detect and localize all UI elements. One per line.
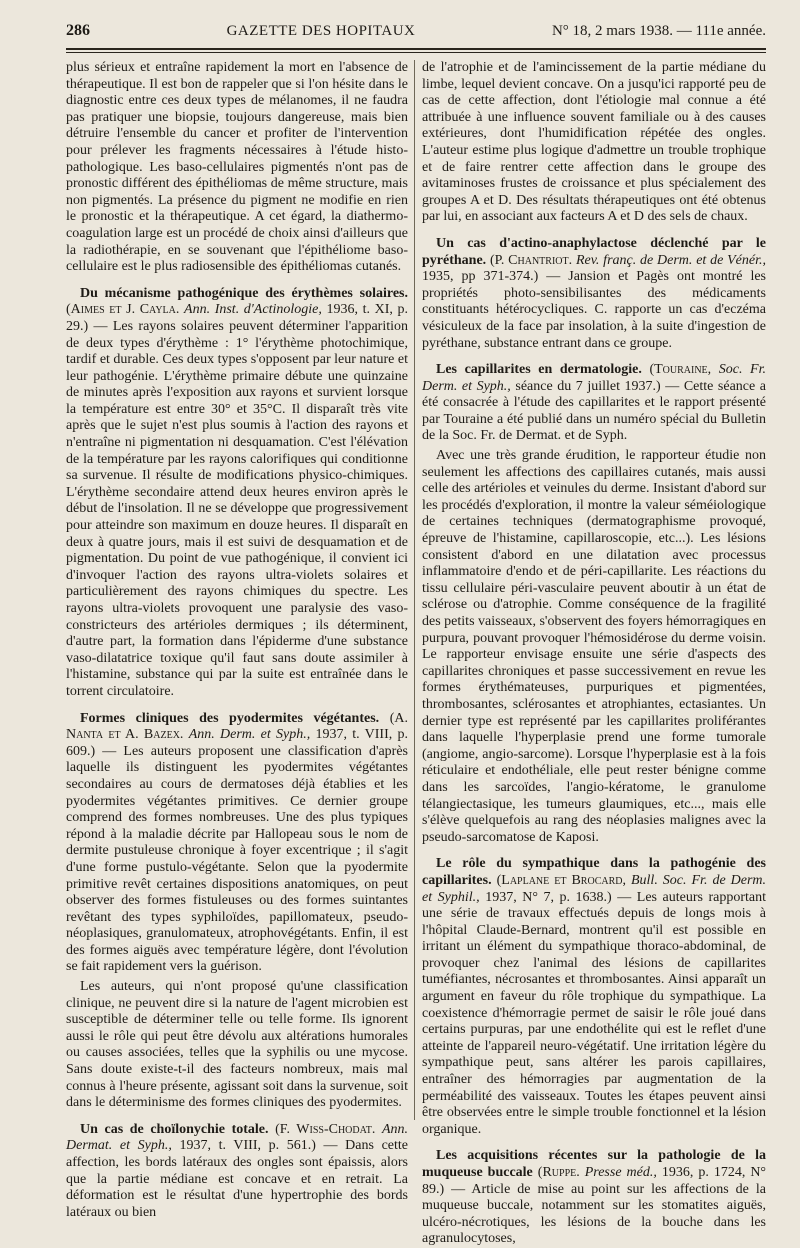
paragraph: Un cas de choïlonychie totale. (F. Wiss-Chodat. Ann. Dermat. et Syph., 1937, t. VIII, p. 561.) — Dans cette affection, les bords latéraux des ongles sont épaissis, alors que la partie médiane est concave et en retrait. La déformation est le résultat d'une hypertrophie des bords latéraux ou bien	[66, 1121, 409, 1220]
section-heading: Le rôle du sympathique dans la pathogénie des capillarites.	[422, 856, 766, 888]
paragraph: Formes cliniques des pyodermites végétantes. (A. Nanta et A. Bazex. Ann. Derm. et Syph., 1937, t. VIII, p. 609.) — Les auteurs proposent une classification d'après laquelle ils distinguent les pyodermites végétantes secondaires au cours de dermatoses déjà établies et les pyodermites végétantes primitives. Ce dernier groupe comprend des formes nombreuses. Une des plus typiques répond à la maladie décrite par Hallopeau sous le nom de dermite pustuleuse chronique à foyer excentrique ; il s'agit d'une forme pustulo-végétante. Selon que la pyodermite primitive revêt certaines dispositions anatomiques, on peut observer des formes fistuleuses ou des formes suintantes revêtant des types syphiloïdes, papillomateux, pseudo-néoplasiques, granulomateux, atrophovégétants. Enfin, il est des formes aiguës avec température légère, dont l'évolution se fait rapidement vers la guérison.	[66, 710, 409, 975]
paragraph: Un cas d'actino-anaphylactose déclenché par le pyréthane. (P. Chantriot. Rev. franç. de Derm. et de Vénér., 1935, pp 371-374.) — Jansion et Pagès ont montré les propriétés photo-sensibilisantes des médicaments constituants hétérocycliques. C. rapporte un cas d'eczéma vésiculeux de la face par insolation, à la suite d'ingestion de pyréthane, substance entrant dans ce groupe.	[422, 235, 767, 351]
paragraph: Le rôle du sympathique dans la pathogénie des capillarites. (Laplane et Brocard, Bull. Soc. Fr. de Derm. et Syphil., 1937, N° 7, p. 1638.) — Les auteurs rapportant une série de travaux effectués depuis de longs mois à l'hôpital Claude-Bernard, montrent qu'il est possible en irritant un élément du sympathique thoraco-abdominal, de provoquer chez l'animal des lésions de capillarites tuméfiantes, nécrosantes et thrombosantes. Ainsi apparaît un argument en faveur du rôle trophique du sympathique. La coexistence d'hémorragie permet de saisir le rôle joué dans certains purpuras, par une endothélite qui est le reflet d'une atteinte de l'appareil neuro-végétatif. Une irritation légère du sympathique peut, sans altérer les parois capillaires, entraîner des hémorragies par augmentation de la perméabilité des vaisseaux. Toutes les étapes peuvent ainsi être observées entre le simple trouble fonctionnel et la lésion organique.	[422, 856, 767, 1137]
left-column	[66, 60, 409, 1220]
section-heading: Les acquisitions récentes sur la pathologie de la muqueuse buccale	[422, 1148, 766, 1180]
paragraph: Les acquisitions récentes sur la pathologie de la muqueuse buccale (Ruppe. Presse méd., 1936, p. 1724, N° 89.) — Article de mise au point sur les affections de la muqueuse buccale, notamment sur les stomatites aiguës, ulcéro-nécrotiques, les lésions de la bouche dans les agranulocytoses,	[422, 1148, 767, 1247]
paragraph: Les capillarites en dermatologie. (Touraine, Soc. Fr. Derm. et Syph., séance du 7 juillet 1937.) — Cette séance a été consacrée à l'étude des capillarites et le rapport présenté par Touraine a été publié dans un numéro spécial du Bulletin de la Soc. Fr. de Dermat. et de Syph.	[422, 362, 766, 444]
paragraph: Du mécanisme pathogénique des érythèmes solaires. (Aimes et J. Cayla. Ann. Inst. d'Actinologie, 1936, t. XI, p. 29.) — Les rayons solaires peuvent déterminer l'apparition de deux types d'érythème : 1° l'érythème photochimique, tardif et durable. Ces deux types s'opposent par leur nature et leur pathogénie. L'érythème primaire débute une quinzaine de minutes après l'exposition aux rayons et survient lorsque la température est entre 30° et 35°C. Il disparaît très vite après que le sujet n'est plus soumis à l'action des rayons et n'entraîne ni pigmentation ni desquamation. C'est l'élévation de la température par les rayons calorifiques qui conditionne sa survenue. Il résulte de modifications physico-chimiques. L'érythème secondaire attend deux heures environ après le début de l'insolation. Il ne se développe que progressivement pour atteindre son maximum en douze heures. Il disparaît en deux à quatre jours, mais il est suivi de desquamation et de pigmentation. Du point de vue pathogénique, il convient ici d'invoquer l'action des rayons ultra-violets solaires et particulièrement des rayons chimiques du spectre. Les rayons ultra-violets provoquent une paralysie des vaso-constricteurs des artérioles dermiques ; ils déterminent, d'autre part, la formation dans l'épiderme d'une substance vaso-dilatatrice toxique qu'il faut sans doute assimiler à l'histamine, substance qui par la suite est entraînée dans le torrent circulatoire.	[66, 285, 408, 699]
section-heading: Du mécanisme pathogénique des érythèmes solaires.	[80, 285, 408, 301]
paragraph: plus sérieux et entraîne rapidement la mort en l'absence de thérapeutique. Il est bon de rappeler que si l'on hésite dans le diagnostic entre ces deux types de mélanomes, il ne faudra pas pratiquer une biopsie, toujours dangereuse, mais bien détruire l'ensemble du cancer et profiter de l'intervention pour prélever les fragments nécessaires à l'étude histo-pathologique. Les baso-cellulaires pigmentés n'ont pas de pronostic différent des épithéliomas de même structure, mais non pigmentés. La présence du pigment ne modifie en rien le pronostic et la thérapeutique. A cet égard, la diathermo-coagulation large est un procédé de choix ainsi d'ailleurs que la radiothérapie, en se souvenant que l'épithéliome baso-cellulaire est le plus radiosensible des épithéliomas cutanés.	[66, 60, 408, 275]
issue-date: N° 18, 2 mars 1938. — 111e année.	[551, 23, 766, 39]
section-heading: Les capillarites en dermatologie.	[436, 362, 642, 378]
paragraph: de l'atrophie et de l'amincissement de la partie médiane du limbe, lequel devient concave. On a jusqu'ici rapporté peu de cas de cette affection, dont l'étiologie mal connue a été attribuée à une influence souvent familiale ou à des causes extérieures, dont l'humidification répétée des ongles. L'auteur estime plus logique d'admettre un trouble trophique et de faire rentrer cette affection dans le groupe des avitaminoses frustes de croissance et plus spécialement des groupes A et D. Des résultats thérapeutiques ont été obtenus par lui, en associant aux facteurs A et D des sels de chaux.	[422, 60, 766, 225]
paragraph: Avec une très grande érudition, le rapporteur étudie non seulement les affections des capillaires cutanés, mais aussi celle des artérioles et veinules du derme. Insistant d'abord sur les procédés d'exploration, il montre la valeur séméiologique de certaines techniques (dermatographisme provoqué, épreuve de l'histamine, capillaroscopie, etc...). Les lésions consistent d'abord en une dilatation avec processus inflammatoire d'endo et de péri-capillarite. Les réactions du tissu cellulaire péri-vasculaire peuvent aboutir à un état de sclérose ou d'atrophie. Comme conséquence de la fragilité des petits vaisseaux, s'observent des foyers hémorragiques en purpura, pouvant provoquer l'hémosidérose du derme voisin. Le rapporteur envisage ensuite une série d'aspects des capillarites chroniques et passe successivement en revue les formes érythémateuses, purpuriques et pigmentées, thrombosantes, sclérosantes et atrophiantes, ectasiantes. Un dernier type est représenté par les capillarites proliférantes dans laquelle l'hyperplasie prend une forme tumorale (angiome, angio-sarcome). Lorsque l'hyperplasie est à la fois réticulaire et endothéliale, elle peut rester bénigne comme dans les sarcoïdes, l'angio-kératome, le granulome télangiectasique, les tumeurs glaumiques, etc..., mais elle s'élève quelquefois au rang des néoplasies malignes avec la pseudo-sarcomatose de Kaposi.	[422, 448, 766, 845]
page-number: 286	[66, 22, 90, 39]
header-rule	[66, 48, 766, 53]
running-header	[66, 22, 766, 42]
journal-title: GAZETTE DES HOPITAUX	[226, 23, 416, 39]
section-heading: Formes cliniques des pyodermites végétantes.	[80, 710, 380, 726]
section-heading: Un cas de choïlonychie totale.	[80, 1121, 269, 1137]
right-column	[422, 60, 767, 1247]
column-divider	[414, 60, 415, 1120]
section-heading: Un cas d'actino-anaphylactose déclenché par le pyréthane.	[422, 235, 766, 268]
paragraph: Les auteurs, qui n'ont proposé qu'une classification clinique, ne peuvent dire si la nature de l'agent microbien est susceptible de déterminer telle ou telle forme. Ils ignorent aussi le rôle qui peut être dévolu aux altérations humorales ou causes associées, telles que la syphilis ou une mycose. Sans doute existe-t-il des facteurs nombreux, mais mal connus à l'heure présente, agissant soit dans la survenue, soit dans le déterminisme des formes cliniques des pyodermites.	[66, 979, 408, 1111]
